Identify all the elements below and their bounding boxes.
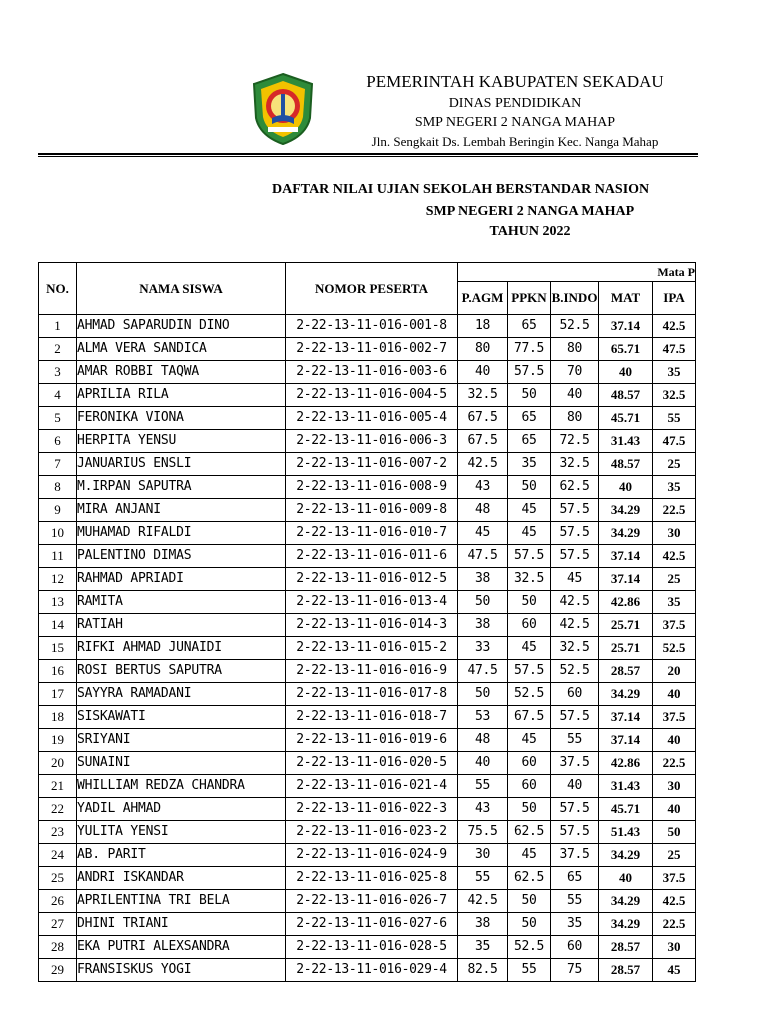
student-name: RAHMAD APRIADI bbox=[77, 568, 286, 591]
table-row bbox=[39, 775, 696, 798]
score-ipa: 47.5 bbox=[653, 430, 696, 453]
row-number: 21 bbox=[39, 775, 77, 798]
score-agama: 45 bbox=[458, 522, 508, 545]
score-ipa: 37.5 bbox=[653, 706, 696, 729]
score-ppkn: 60 bbox=[508, 775, 551, 798]
score-agama: 55 bbox=[458, 775, 508, 798]
table-row bbox=[39, 568, 696, 591]
participant-number: 2-22-13-11-016-004-5 bbox=[286, 384, 458, 407]
score-mat: 31.43 bbox=[599, 775, 653, 798]
participant-number: 2-22-13-11-016-006-3 bbox=[286, 430, 458, 453]
score-agama: 80 bbox=[458, 338, 508, 361]
score-bindo: 52.5 bbox=[551, 315, 599, 338]
participant-number: 2-22-13-11-016-011-6 bbox=[286, 545, 458, 568]
participant-number: 2-22-13-11-016-027-6 bbox=[286, 913, 458, 936]
score-ipa: 42.5 bbox=[653, 315, 696, 338]
student-name: FRANSISKUS YOGI bbox=[77, 959, 286, 982]
row-number: 22 bbox=[39, 798, 77, 821]
row-number: 5 bbox=[39, 407, 77, 430]
score-ppkn: 32.5 bbox=[508, 568, 551, 591]
score-agama: 43 bbox=[458, 476, 508, 499]
score-mat: 34.29 bbox=[599, 683, 653, 706]
score-bindo: 75 bbox=[551, 959, 599, 982]
score-mat: 40 bbox=[599, 867, 653, 890]
score-agama: 67.5 bbox=[458, 407, 508, 430]
score-ipa: 37.5 bbox=[653, 867, 696, 890]
score-ipa: 40 bbox=[653, 798, 696, 821]
header-no: NO. bbox=[39, 263, 77, 315]
participant-number: 2-22-13-11-016-026-7 bbox=[286, 890, 458, 913]
participant-number: 2-22-13-11-016-016-9 bbox=[286, 660, 458, 683]
header-subject-mat: MAT bbox=[599, 282, 653, 315]
header-subject-bindo: B.INDO bbox=[551, 282, 599, 315]
score-ipa: 30 bbox=[653, 936, 696, 959]
row-number: 27 bbox=[39, 913, 77, 936]
score-mat: 42.86 bbox=[599, 591, 653, 614]
row-number: 7 bbox=[39, 453, 77, 476]
score-ppkn: 57.5 bbox=[508, 660, 551, 683]
row-number: 11 bbox=[39, 545, 77, 568]
score-bindo: 42.5 bbox=[551, 591, 599, 614]
student-name: FERONIKA VIONA bbox=[77, 407, 286, 430]
table-row bbox=[39, 890, 696, 913]
score-ppkn: 50 bbox=[508, 798, 551, 821]
student-name: AB. PARIT bbox=[77, 844, 286, 867]
score-ipa: 52.5 bbox=[653, 637, 696, 660]
score-ipa: 45 bbox=[653, 959, 696, 982]
score-agama: 42.5 bbox=[458, 890, 508, 913]
table-row bbox=[39, 683, 696, 706]
school-address: Jln. Sengkait Ds. Lembah Beringin Kec. Nanga Mahap bbox=[371, 134, 659, 149]
table-row bbox=[39, 752, 696, 775]
table-row bbox=[39, 660, 696, 683]
score-bindo: 60 bbox=[551, 683, 599, 706]
student-name: APRILENTINA TRI BELA bbox=[77, 890, 286, 913]
participant-number: 2-22-13-11-016-017-8 bbox=[286, 683, 458, 706]
table-row bbox=[39, 614, 696, 637]
score-agama: 38 bbox=[458, 913, 508, 936]
score-mat: 34.29 bbox=[599, 499, 653, 522]
row-number: 8 bbox=[39, 476, 77, 499]
header-subject-ppkn: PPKN bbox=[508, 282, 551, 315]
row-number: 25 bbox=[39, 867, 77, 890]
score-ppkn: 52.5 bbox=[508, 683, 551, 706]
table-row bbox=[39, 407, 696, 430]
score-mat: 65.71 bbox=[599, 338, 653, 361]
score-agama: 30 bbox=[458, 844, 508, 867]
score-mat: 34.29 bbox=[599, 913, 653, 936]
student-name: SUNAINI bbox=[77, 752, 286, 775]
score-ppkn: 35 bbox=[508, 453, 551, 476]
document-subtitle-school: SMP NEGERI 2 NANGA MAHAP bbox=[425, 204, 635, 219]
score-mat: 45.71 bbox=[599, 798, 653, 821]
score-bindo: 65 bbox=[551, 867, 599, 890]
row-number: 12 bbox=[39, 568, 77, 591]
score-bindo: 37.5 bbox=[551, 844, 599, 867]
score-bindo: 57.5 bbox=[551, 706, 599, 729]
score-ppkn: 60 bbox=[508, 614, 551, 637]
participant-number: 2-22-13-11-016-010-7 bbox=[286, 522, 458, 545]
participant-number: 2-22-13-11-016-001-8 bbox=[286, 315, 458, 338]
score-bindo: 57.5 bbox=[551, 545, 599, 568]
student-name: RIFKI AHMAD JUNAIDI bbox=[77, 637, 286, 660]
score-bindo: 62.5 bbox=[551, 476, 599, 499]
score-ipa: 22.5 bbox=[653, 913, 696, 936]
table-row bbox=[39, 959, 696, 982]
score-bindo: 32.5 bbox=[551, 637, 599, 660]
score-mat: 37.14 bbox=[599, 729, 653, 752]
score-ipa: 35 bbox=[653, 361, 696, 384]
table-row bbox=[39, 315, 696, 338]
row-number: 16 bbox=[39, 660, 77, 683]
score-agama: 48 bbox=[458, 499, 508, 522]
row-number: 23 bbox=[39, 821, 77, 844]
row-number: 19 bbox=[39, 729, 77, 752]
score-bindo: 52.5 bbox=[551, 660, 599, 683]
score-bindo: 45 bbox=[551, 568, 599, 591]
table-row bbox=[39, 798, 696, 821]
score-mat: 37.14 bbox=[599, 545, 653, 568]
score-bindo: 57.5 bbox=[551, 798, 599, 821]
score-ppkn: 45 bbox=[508, 637, 551, 660]
participant-number: 2-22-13-11-016-025-8 bbox=[286, 867, 458, 890]
score-ppkn: 50 bbox=[508, 890, 551, 913]
student-name: DHINI TRIANI bbox=[77, 913, 286, 936]
score-ppkn: 65 bbox=[508, 315, 551, 338]
header-subject-group: Mata P bbox=[458, 263, 696, 282]
row-number: 28 bbox=[39, 936, 77, 959]
table-row bbox=[39, 867, 696, 890]
score-ipa: 30 bbox=[653, 775, 696, 798]
score-agama: 32.5 bbox=[458, 384, 508, 407]
letterhead-divider bbox=[38, 153, 698, 155]
score-ppkn: 55 bbox=[508, 959, 551, 982]
student-name: SAYYRA RAMADANI bbox=[77, 683, 286, 706]
score-agama: 18 bbox=[458, 315, 508, 338]
score-agama: 43 bbox=[458, 798, 508, 821]
row-number: 1 bbox=[39, 315, 77, 338]
student-name: M.IRPAN SAPUTRA bbox=[77, 476, 286, 499]
score-ppkn: 65 bbox=[508, 407, 551, 430]
student-name: SISKAWATI bbox=[77, 706, 286, 729]
participant-number: 2-22-13-11-016-023-2 bbox=[286, 821, 458, 844]
table-row bbox=[39, 499, 696, 522]
score-agama: 67.5 bbox=[458, 430, 508, 453]
score-agama: 75.5 bbox=[458, 821, 508, 844]
header-participant-number: NOMOR PESERTA bbox=[286, 263, 458, 315]
score-ppkn: 62.5 bbox=[508, 867, 551, 890]
participant-number: 2-22-13-11-016-005-4 bbox=[286, 407, 458, 430]
student-name: WHILLIAM REDZA CHANDRA bbox=[77, 775, 286, 798]
participant-number: 2-22-13-11-016-003-6 bbox=[286, 361, 458, 384]
score-ppkn: 50 bbox=[508, 476, 551, 499]
score-ipa: 47.5 bbox=[653, 338, 696, 361]
score-ppkn: 60 bbox=[508, 752, 551, 775]
row-number: 13 bbox=[39, 591, 77, 614]
table-row bbox=[39, 338, 696, 361]
score-agama: 42.5 bbox=[458, 453, 508, 476]
score-mat: 37.14 bbox=[599, 706, 653, 729]
participant-number: 2-22-13-11-016-015-2 bbox=[286, 637, 458, 660]
participant-number: 2-22-13-11-016-013-4 bbox=[286, 591, 458, 614]
score-agama: 40 bbox=[458, 361, 508, 384]
score-ipa: 42.5 bbox=[653, 890, 696, 913]
score-mat: 34.29 bbox=[599, 844, 653, 867]
student-name: MUHAMAD RIFALDI bbox=[77, 522, 286, 545]
row-number: 24 bbox=[39, 844, 77, 867]
score-ipa: 37.5 bbox=[653, 614, 696, 637]
score-bindo: 57.5 bbox=[551, 499, 599, 522]
score-ppkn: 45 bbox=[508, 844, 551, 867]
score-ipa: 25 bbox=[653, 568, 696, 591]
table-row bbox=[39, 361, 696, 384]
participant-number: 2-22-13-11-016-014-3 bbox=[286, 614, 458, 637]
letterhead bbox=[330, 72, 700, 151]
score-ppkn: 77.5 bbox=[508, 338, 551, 361]
student-name: SRIYANI bbox=[77, 729, 286, 752]
row-number: 10 bbox=[39, 522, 77, 545]
score-bindo: 70 bbox=[551, 361, 599, 384]
score-bindo: 57.5 bbox=[551, 522, 599, 545]
score-agama: 47.5 bbox=[458, 545, 508, 568]
score-mat: 37.14 bbox=[599, 315, 653, 338]
score-agama: 33 bbox=[458, 637, 508, 660]
table-row bbox=[39, 913, 696, 936]
score-bindo: 55 bbox=[551, 729, 599, 752]
header-student-name: NAMA SISWA bbox=[77, 263, 286, 315]
row-number: 15 bbox=[39, 637, 77, 660]
score-mat: 48.57 bbox=[599, 453, 653, 476]
score-ppkn: 45 bbox=[508, 729, 551, 752]
score-ipa: 35 bbox=[653, 476, 696, 499]
score-bindo: 60 bbox=[551, 936, 599, 959]
student-name: YULITA YENSI bbox=[77, 821, 286, 844]
department-name: DINAS PENDIDIKAN bbox=[448, 96, 582, 111]
score-mat: 28.57 bbox=[599, 936, 653, 959]
participant-number: 2-22-13-11-016-012-5 bbox=[286, 568, 458, 591]
score-ipa: 40 bbox=[653, 683, 696, 706]
score-mat: 28.57 bbox=[599, 660, 653, 683]
row-number: 20 bbox=[39, 752, 77, 775]
participant-number: 2-22-13-11-016-019-6 bbox=[286, 729, 458, 752]
score-ppkn: 50 bbox=[508, 384, 551, 407]
score-mat: 28.57 bbox=[599, 959, 653, 982]
score-ppkn: 50 bbox=[508, 913, 551, 936]
score-bindo: 32.5 bbox=[551, 453, 599, 476]
grades-table-body bbox=[39, 315, 696, 982]
score-ipa: 22.5 bbox=[653, 499, 696, 522]
score-mat: 51.43 bbox=[599, 821, 653, 844]
score-bindo: 55 bbox=[551, 890, 599, 913]
score-ppkn: 62.5 bbox=[508, 821, 551, 844]
student-name: YADIL AHMAD bbox=[77, 798, 286, 821]
score-bindo: 35 bbox=[551, 913, 599, 936]
table-row bbox=[39, 821, 696, 844]
table-row bbox=[39, 637, 696, 660]
participant-number: 2-22-13-11-016-007-2 bbox=[286, 453, 458, 476]
row-number: 3 bbox=[39, 361, 77, 384]
participant-number: 2-22-13-11-016-029-4 bbox=[286, 959, 458, 982]
score-ipa: 25 bbox=[653, 844, 696, 867]
participant-number: 2-22-13-11-016-018-7 bbox=[286, 706, 458, 729]
government-name: PEMERINTAH KABUPATEN SEKADAU bbox=[366, 72, 664, 91]
score-agama: 35 bbox=[458, 936, 508, 959]
score-bindo: 80 bbox=[551, 407, 599, 430]
score-ipa: 30 bbox=[653, 522, 696, 545]
row-number: 29 bbox=[39, 959, 77, 982]
score-mat: 48.57 bbox=[599, 384, 653, 407]
participant-number: 2-22-13-11-016-021-4 bbox=[286, 775, 458, 798]
participant-number: 2-22-13-11-016-002-7 bbox=[286, 338, 458, 361]
table-row bbox=[39, 384, 696, 407]
score-agama: 50 bbox=[458, 591, 508, 614]
document-title: DAFTAR NILAI UJIAN SEKOLAH BERSTANDAR NASION bbox=[272, 182, 650, 197]
score-mat: 42.86 bbox=[599, 752, 653, 775]
participant-number: 2-22-13-11-016-022-3 bbox=[286, 798, 458, 821]
row-number: 2 bbox=[39, 338, 77, 361]
score-ppkn: 57.5 bbox=[508, 361, 551, 384]
score-agama: 53 bbox=[458, 706, 508, 729]
score-agama: 38 bbox=[458, 568, 508, 591]
student-name: RAMITA bbox=[77, 591, 286, 614]
participant-number: 2-22-13-11-016-028-5 bbox=[286, 936, 458, 959]
school-name: SMP NEGERI 2 NANGA MAHAP bbox=[414, 115, 616, 130]
score-ipa: 40 bbox=[653, 729, 696, 752]
score-agama: 47.5 bbox=[458, 660, 508, 683]
score-ppkn: 67.5 bbox=[508, 706, 551, 729]
score-ipa: 50 bbox=[653, 821, 696, 844]
score-mat: 31.43 bbox=[599, 430, 653, 453]
score-bindo: 57.5 bbox=[551, 821, 599, 844]
score-mat: 40 bbox=[599, 361, 653, 384]
row-number: 18 bbox=[39, 706, 77, 729]
table-row bbox=[39, 545, 696, 568]
row-number: 26 bbox=[39, 890, 77, 913]
score-mat: 25.71 bbox=[599, 614, 653, 637]
score-ppkn: 52.5 bbox=[508, 936, 551, 959]
student-name: HERPITA YENSU bbox=[77, 430, 286, 453]
score-bindo: 40 bbox=[551, 384, 599, 407]
table-row bbox=[39, 706, 696, 729]
score-ipa: 35 bbox=[653, 591, 696, 614]
row-number: 14 bbox=[39, 614, 77, 637]
score-agama: 50 bbox=[458, 683, 508, 706]
score-mat: 37.14 bbox=[599, 568, 653, 591]
score-agama: 38 bbox=[458, 614, 508, 637]
score-ppkn: 45 bbox=[508, 522, 551, 545]
document-subtitle-year: TAHUN 2022 bbox=[489, 224, 571, 239]
score-agama: 48 bbox=[458, 729, 508, 752]
score-mat: 25.71 bbox=[599, 637, 653, 660]
score-ppkn: 45 bbox=[508, 499, 551, 522]
score-ppkn: 65 bbox=[508, 430, 551, 453]
student-name: AMAR ROBBI TAQWA bbox=[77, 361, 286, 384]
header-subject-ipa: IPA bbox=[653, 282, 696, 315]
row-number: 4 bbox=[39, 384, 77, 407]
student-name: ANDRI ISKANDAR bbox=[77, 867, 286, 890]
table-row bbox=[39, 936, 696, 959]
score-ipa: 42.5 bbox=[653, 545, 696, 568]
score-bindo: 80 bbox=[551, 338, 599, 361]
grades-table bbox=[38, 262, 696, 982]
row-number: 9 bbox=[39, 499, 77, 522]
score-agama: 82.5 bbox=[458, 959, 508, 982]
score-mat: 34.29 bbox=[599, 522, 653, 545]
table-row bbox=[39, 729, 696, 752]
score-ipa: 55 bbox=[653, 407, 696, 430]
table-row bbox=[39, 453, 696, 476]
score-mat: 34.29 bbox=[599, 890, 653, 913]
table-row bbox=[39, 522, 696, 545]
score-bindo: 37.5 bbox=[551, 752, 599, 775]
student-name: ALMA VERA SANDICA bbox=[77, 338, 286, 361]
score-agama: 40 bbox=[458, 752, 508, 775]
table-header-row bbox=[39, 263, 696, 282]
score-ppkn: 50 bbox=[508, 591, 551, 614]
score-bindo: 40 bbox=[551, 775, 599, 798]
score-ipa: 25 bbox=[653, 453, 696, 476]
score-ppkn: 57.5 bbox=[508, 545, 551, 568]
letterhead-divider-thin bbox=[38, 156, 698, 157]
score-bindo: 72.5 bbox=[551, 430, 599, 453]
regency-emblem bbox=[250, 72, 316, 146]
score-mat: 45.71 bbox=[599, 407, 653, 430]
student-name: ROSI BERTUS SAPUTRA bbox=[77, 660, 286, 683]
student-name: JANUARIUS ENSLI bbox=[77, 453, 286, 476]
table-row bbox=[39, 476, 696, 499]
row-number: 17 bbox=[39, 683, 77, 706]
table-row bbox=[39, 591, 696, 614]
header-subject-agama: P.AGM bbox=[458, 282, 508, 315]
student-name: EKA PUTRI ALEXSANDRA bbox=[77, 936, 286, 959]
table-row bbox=[39, 430, 696, 453]
student-name: APRILIA RILA bbox=[77, 384, 286, 407]
participant-number: 2-22-13-11-016-024-9 bbox=[286, 844, 458, 867]
score-ipa: 22.5 bbox=[653, 752, 696, 775]
score-mat: 40 bbox=[599, 476, 653, 499]
row-number: 6 bbox=[39, 430, 77, 453]
score-bindo: 42.5 bbox=[551, 614, 599, 637]
table-row bbox=[39, 844, 696, 867]
score-agama: 55 bbox=[458, 867, 508, 890]
score-ipa: 20 bbox=[653, 660, 696, 683]
student-name: MIRA ANJANI bbox=[77, 499, 286, 522]
student-name: AHMAD SAPARUDIN DINO bbox=[77, 315, 286, 338]
participant-number: 2-22-13-11-016-008-9 bbox=[286, 476, 458, 499]
participant-number: 2-22-13-11-016-020-5 bbox=[286, 752, 458, 775]
student-name: RATIAH bbox=[77, 614, 286, 637]
score-ipa: 32.5 bbox=[653, 384, 696, 407]
student-name: PALENTINO DIMAS bbox=[77, 545, 286, 568]
participant-number: 2-22-13-11-016-009-8 bbox=[286, 499, 458, 522]
